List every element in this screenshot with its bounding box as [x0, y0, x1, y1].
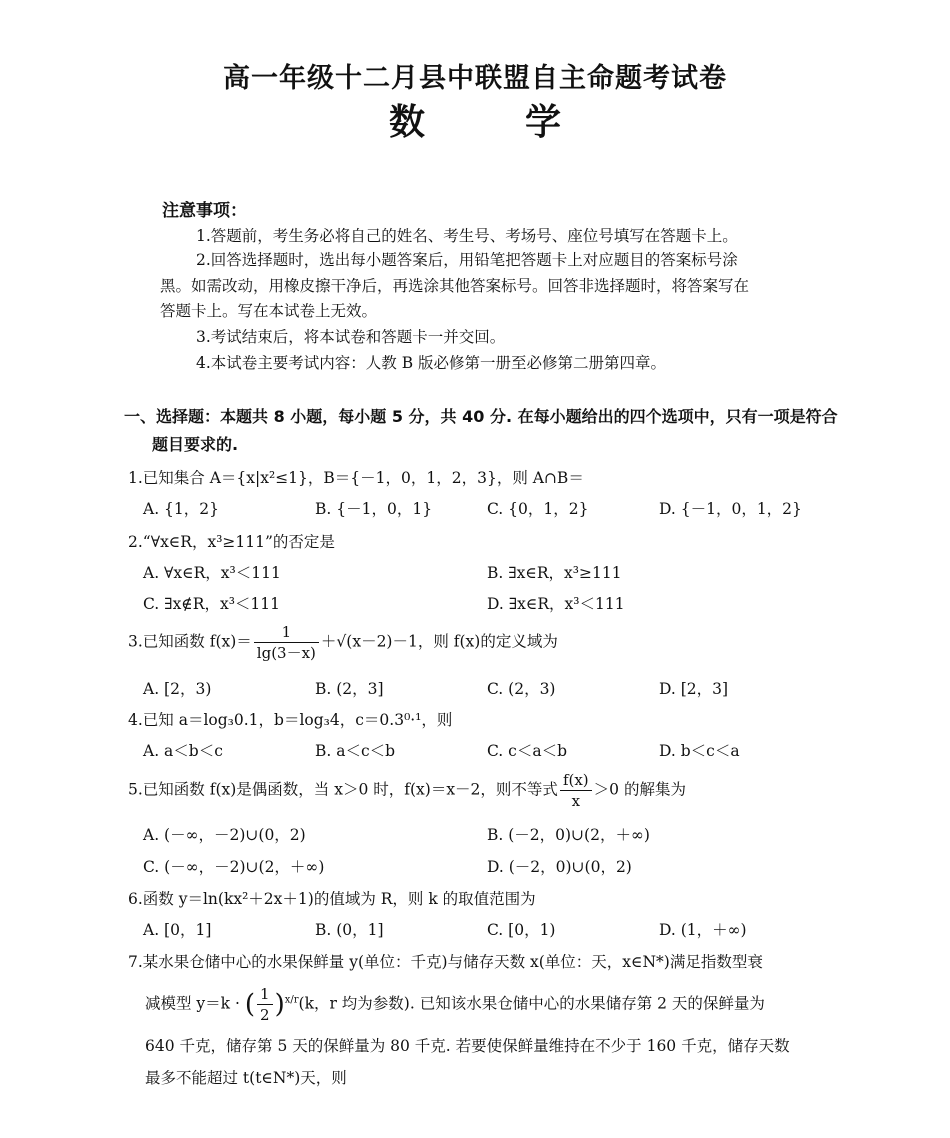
q3-fraction [254, 622, 319, 663]
notice-line: 3.考试结束后，将本试卷和答题卡一并交回。 [196, 328, 506, 346]
q4-option-b: B. a＜c＜b [315, 742, 396, 760]
q1-option-c: C. {0，1，2} [487, 500, 589, 518]
subject-char-1: 数 [388, 102, 425, 143]
q3-stem-post: ＋√(x－2)－1，则 f(x)的定义域为 [320, 632, 558, 651]
q7-left-paren: ( [244, 989, 256, 1020]
question-6-stem: 6.函数 y＝ln(kx²＋2x＋1)的值域为 R，则 k 的取值范围为 [128, 890, 536, 908]
q6-option-a: A. [0，1] [143, 921, 212, 939]
q7-right-paren: ) [274, 989, 285, 1020]
q5-fraction [560, 770, 592, 811]
q3-option-d: D. [2，3] [659, 680, 729, 698]
notice-heading: 注意事项： [162, 201, 247, 221]
q7-line2-pre: 减模型 y＝k · [145, 994, 245, 1013]
notice-line: 答题卡上。写在本试卷上无效。 [160, 302, 378, 320]
question-3-stem [128, 622, 558, 663]
notice-line: 1.答题前，考生务必将自己的姓名、考生号、考场号、座位号填写在答题卡上。 [196, 227, 738, 245]
question-5-stem [128, 770, 686, 811]
subject-char-2: 学 [525, 102, 562, 143]
q7-frac-den: 2 [260, 1006, 270, 1024]
question-7-line-1: 7.某水果仓储中心的水果保鲜量 y(单位：千克)与储存天数 x(单位：天，x∈N*)满足指数型衰 [128, 953, 763, 971]
q5-frac-num: f(x) [560, 770, 592, 791]
question-1-stem: 1.已知集合 A＝{x|x²≤1}，B＝{－1，0，1，2，3}，则 A∩B＝ [128, 469, 584, 487]
q2-option-b: B. ∃x∈R，x³≥111 [487, 564, 622, 582]
q5-option-a: A. (－∞，－2)∪(0，2) [143, 826, 306, 844]
q7-line2-post: (k，r 均为参数). 已知该水果仓储中心的水果储存第 2 天的保鲜量为 [298, 994, 765, 1013]
q2-option-a: A. ∀x∈R，x³＜111 [143, 564, 281, 582]
notice-line: 4.本试卷主要考试内容：人教 B 版必修第一册至必修第二册第四章。 [196, 354, 667, 372]
q1-option-a: A. {1，2} [143, 500, 219, 518]
q3-option-b: B. (2，3] [315, 680, 384, 698]
question-7-line-4: 最多不能超过 t(t∈N*)天，则 [145, 1069, 347, 1087]
q2-option-c: C. ∃x∉R，x³＜111 [143, 595, 280, 613]
q4-option-a: A. a＜b＜c [143, 742, 223, 760]
q6-option-c: C. [0，1) [487, 921, 556, 939]
q3-option-c: C. (2，3) [487, 680, 556, 698]
q3-frac-num: 1 [254, 622, 319, 643]
q2-option-d: D. ∃x∈R，x³＜111 [487, 595, 625, 613]
q5-option-d: D. (－2，0)∪(0，2) [487, 858, 632, 876]
q1-option-d: D. {－1，0，1，2} [659, 500, 802, 518]
subject-title [0, 94, 950, 145]
q5-option-b: B. (－2，0)∪(2，＋∞) [487, 826, 650, 844]
q1-option-b: B. {－1，0，1} [315, 500, 433, 518]
q5-frac-den: x [571, 792, 581, 810]
q4-option-c: C. c＜a＜b [487, 742, 568, 760]
question-4-stem: 4.已知 a＝log₃0.1，b＝log₃4，c＝0.3⁰·¹，则 [128, 711, 453, 729]
q3-stem-pre: 3.已知函数 f(x)＝ [128, 632, 252, 651]
q5-stem-pre: 5.已知函数 f(x)是偶函数，当 x＞0 时，f(x)＝x－2，则不等式 [128, 780, 558, 799]
q3-frac-den: lg(3－x) [256, 644, 316, 662]
question-2-stem: 2.“∀x∈R，x³≥111”的否定是 [128, 533, 335, 551]
section-heading: 一、选择题：本题共 8 小题，每小题 5 分，共 40 分. 在每小题给出的四个选项中，只有一项是符合 [124, 407, 838, 426]
question-7-line-3: 640 千克，储存第 5 天的保鲜量为 80 千克. 若要使保鲜量维持在不少于 160 千克，储存天数 [145, 1037, 790, 1055]
q7-exponent: x/r [284, 994, 299, 1006]
section-heading-cont: 题目要求的. [152, 435, 239, 454]
q4-option-d: D. b＜c＜a [659, 742, 740, 760]
notice-line: 2.回答选择题时，选出每小题答案后，用铅笔把答题卡上对应题目的答案标号涂 [196, 251, 738, 269]
notice-line: 黑。如需改动，用橡皮擦干净后，再选涂其他答案标号。回答非选择题时，将答案写在 [160, 277, 750, 295]
q5-option-c: C. (－∞，－2)∪(2，＋∞) [143, 858, 325, 876]
q3-option-a: A. [2，3) [143, 680, 212, 698]
q6-option-d: D. (1，＋∞) [659, 921, 747, 939]
exam-title: 高一年级十二月县中联盟自主命题考试卷 [223, 63, 727, 94]
question-7-line-2 [145, 984, 765, 1025]
q5-stem-post: ＞0 的解集为 [593, 780, 686, 799]
q7-frac-num: 1 [257, 984, 273, 1005]
q7-fraction [257, 984, 273, 1025]
q6-option-b: B. (0，1] [315, 921, 384, 939]
